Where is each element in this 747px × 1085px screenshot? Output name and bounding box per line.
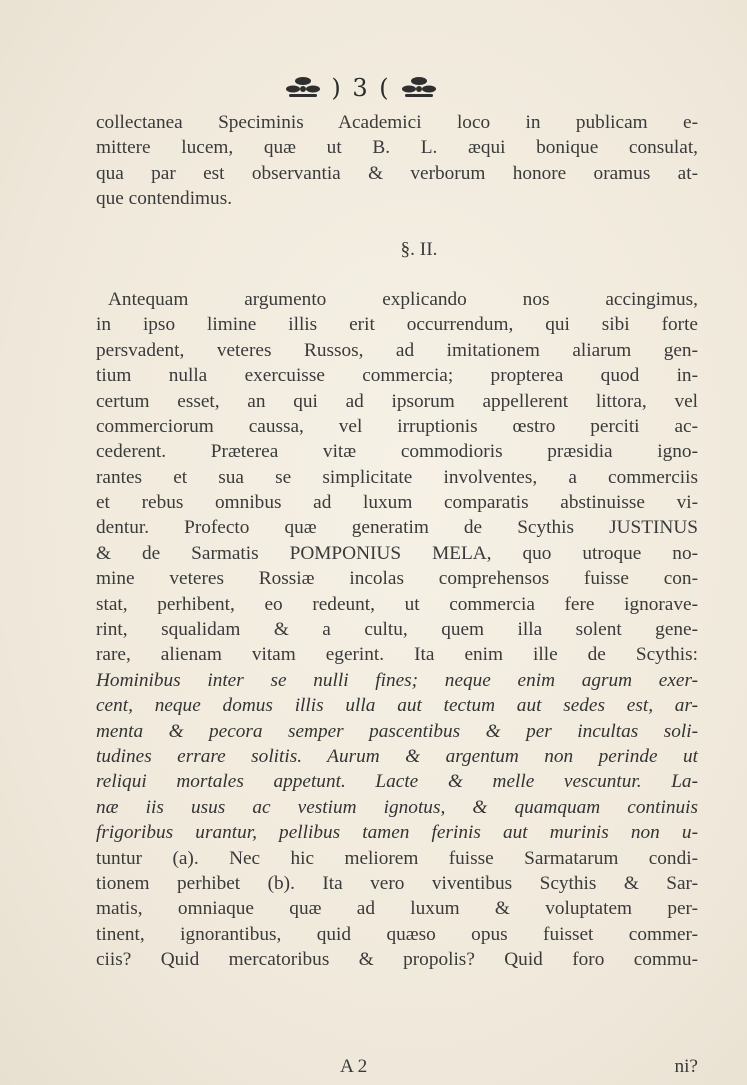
quote-line: tudines errare solitis. Aurum & argentum non perinde ut	[96, 745, 698, 767]
text-line: in ipso limine illis erit occurrendum, qui sibi forte	[96, 314, 698, 336]
text-line: qua par est observantia & verborum honore oramus at-	[96, 162, 698, 184]
text-line: persvadent, veteres Russos, ad imitationem aliarum gen-	[96, 339, 698, 361]
page-footer	[96, 1056, 698, 1084]
quote-line: frigoribus urantur, pellibus tamen ferinis aut murinis non u-	[96, 822, 698, 844]
text-line: rare, alienam vitam egerint. Ita enim ille de Scythis:	[96, 644, 698, 666]
text-line: matis, omniaque quæ ad luxum & voluptatem per-	[96, 898, 698, 920]
text-line: & de Sarmatis POMPONIUS MELA, quo utroque no-	[96, 542, 698, 564]
text-line: collectanea Speciminis Academici loco in publicam e-	[96, 112, 698, 133]
body-text	[96, 110, 698, 973]
quote-line: reliqui mortales appetunt. Lacte & melle vescuntur. La-	[96, 771, 698, 793]
text-line: rantes et sua se simplicitate involventes, a commerciis	[96, 466, 698, 488]
floral-ornament-left-icon	[283, 75, 323, 101]
text-line: mine veteres Rossiæ incolas comprehensos fuisse con-	[96, 568, 698, 590]
page-number: ) 3 (	[331, 74, 391, 102]
text-line: rint, squalidam & a cultu, quem illa solent gene-	[96, 619, 698, 641]
text-line: que contendimus.	[96, 188, 233, 210]
text-line: certum esset, an qui ad ipsorum appellerent littora, vel	[96, 390, 698, 412]
signature-mark: A 2	[340, 1056, 368, 1077]
text-line: dentur. Profecto quæ generatim de Scythis JUSTINUS	[96, 517, 698, 539]
text-line: tinent, ignorantibus, quid quæso opus fuisset commer-	[96, 923, 698, 945]
quote-line: næ iis usus ac vestium ignotus, & quamquam continuis	[96, 796, 698, 818]
text-line: stat, perhibent, eo redeunt, ut commercia fere ignorave-	[96, 593, 698, 615]
text-line: tuntur (a). Nec hic meliorem fuisse Sarmatarum condi-	[96, 847, 698, 869]
text-line: tionem perhibet (b). Ita vero viventibus Scythis & Sar-	[96, 872, 698, 894]
section-heading: §. II.	[400, 238, 438, 260]
text-line: cederent. Præterea vitæ commodioris præsidia igno-	[96, 441, 698, 463]
text-line: Antequam argumento explicando nos accingimus,	[108, 288, 698, 310]
text-line: mittere lucem, quæ ut B. L. æqui bonique consulat,	[96, 137, 698, 159]
text-line: commerciorum caussa, vel irruptionis œstro perciti ac-	[96, 415, 698, 437]
text-line: tium nulla exercuisse commercia; propterea quod in-	[96, 365, 698, 387]
quote-line: cent, neque domus illis ulla aut tectum aut sedes est, ar-	[96, 695, 698, 717]
floral-ornament-right-icon	[399, 75, 439, 101]
running-header	[256, 70, 466, 106]
quote-line: menta & pecora semper pascentibus & per incultas soli-	[96, 720, 698, 742]
text-line: ciis? Quid mercatoribus & propolis? Quid foro commu-	[96, 949, 698, 971]
catchword: ni?	[674, 1056, 698, 1077]
text-line: et rebus omnibus ad luxum comparatis abstinuisse vi-	[96, 492, 698, 514]
quote-line: Hominibus inter se nulli fines; neque enim agrum exer-	[96, 669, 698, 691]
